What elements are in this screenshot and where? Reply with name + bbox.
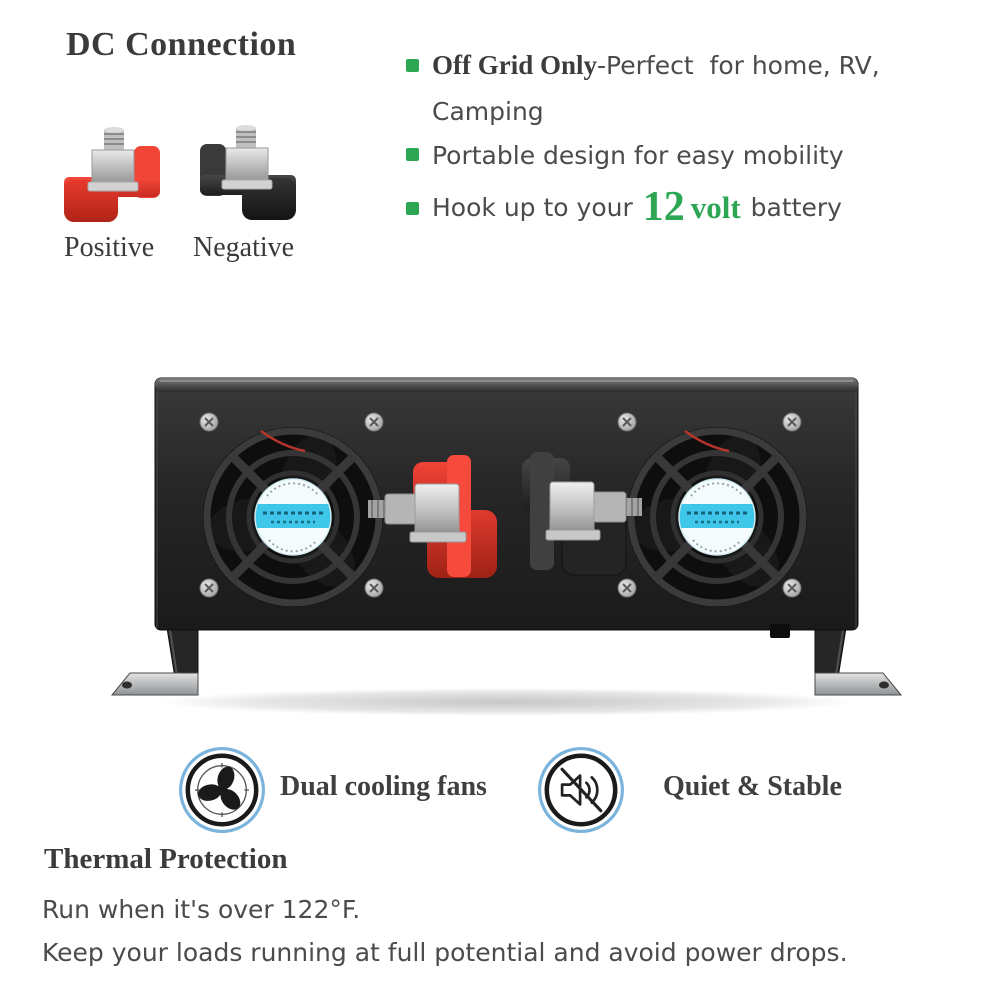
green-square-bullet-icon [406, 148, 419, 161]
feature-12volt-number: 12 [642, 184, 685, 230]
thermal-line1: Run when it's over 122°F. [42, 895, 361, 924]
feature-item-12volt [406, 186, 966, 228]
thermal-line2: Keep your loads running at full potential and avoid power drops. [42, 938, 848, 967]
feature-12volt-word: volt [690, 189, 741, 225]
black-battery-terminal-image [196, 118, 300, 222]
power-stud [770, 624, 790, 638]
left-cooling-fan [203, 427, 383, 607]
muted-speaker-icon [536, 745, 626, 835]
ground-shadow [158, 688, 854, 716]
feature-off-grid-text: Perfect for home, RV, [606, 51, 880, 80]
cooling-badge-label: Dual cooling fans [280, 771, 487, 802]
feature-off-grid-bold: Off Grid Only [432, 50, 598, 80]
inverter-photo [110, 372, 902, 720]
green-square-bullet-icon [406, 59, 419, 72]
thermal-protection-title: Thermal Protection [44, 843, 288, 875]
feature-12volt-prefix: Hook up to your [432, 192, 633, 222]
right-cooling-fan [627, 427, 807, 607]
fan-icon [177, 745, 267, 835]
feature-item-off-grid [406, 50, 966, 81]
feature-12volt-suffix: battery [750, 192, 842, 222]
negative-terminal-label: Negative [193, 232, 295, 263]
mounting-bracket-right [815, 628, 901, 695]
feature-item-portable [406, 141, 966, 170]
green-square-bullet-icon [406, 202, 419, 215]
positive-terminal-label: Positive [64, 232, 155, 263]
red-battery-terminal-image [60, 120, 164, 224]
feature-off-grid-separator: - [597, 51, 607, 80]
dc-connection-title: DC Connection [66, 26, 297, 63]
mounting-bracket-left [112, 628, 198, 695]
feature-portable-text: Portable design for easy mobility [432, 141, 844, 170]
feature-off-grid-line2: Camping [432, 97, 544, 126]
quiet-badge-label: Quiet & Stable [663, 771, 842, 802]
